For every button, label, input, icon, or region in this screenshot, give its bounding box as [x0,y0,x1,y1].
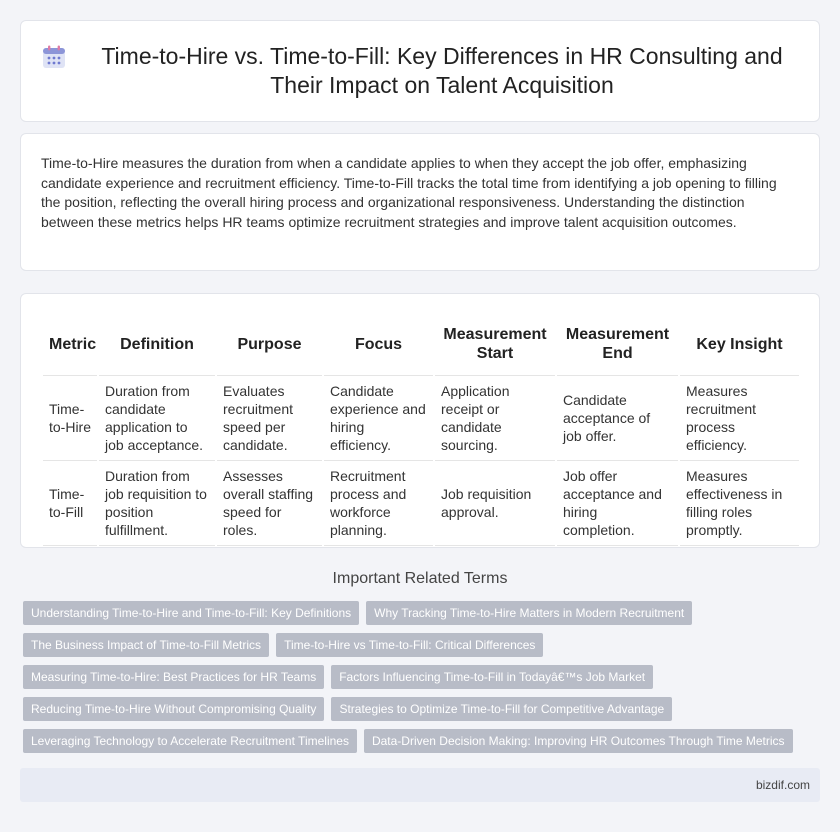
related-term-tag[interactable]: Understanding Time-to-Hire and Time-to-Fill: Key Definitions [23,601,359,625]
table-cell: Measures recruitment process efficiency. [679,375,799,460]
related-term-tag[interactable]: Why Tracking Time-to-Hire Matters in Modern Recruitment [366,601,692,625]
table-cell: Candidate acceptance of job offer. [556,375,679,460]
table-cell: Measures effectiveness in filling roles promptly. [679,460,799,545]
related-term-tag[interactable]: Time-to-Hire vs Time-to-Fill: Critical Differences [276,633,543,657]
footer [20,768,820,802]
related-terms-title: Important Related Terms [332,570,508,587]
table-cell: Job requisition approval. [434,460,556,545]
related-terms-section [20,570,820,761]
table-cell: Candidate experience and hiring efficiency. [323,375,434,460]
intro-paragraph: Time-to-Hire measures the duration from when a candidate applies to when they accept the job offer, emphasizing candidate experience and recruitment efficiency. Time-to-Fill tracks the total time from identifying a job opening to filling the position, reflecting the overall hiring process and organizational responsiveness. Understanding the distinction between these metrics helps HR teams optimize recruitment strategies and improve talent acquisition outcomes. [41,155,777,230]
related-term-tag[interactable]: Leveraging Technology to Accelerate Recruitment Timelines [23,729,357,753]
table-cell: Time-to-Fill [43,460,98,545]
page-title: Time-to-Hire vs. Time-to-Fill: Key Differences in HR Consulting and Their Impact on Talent Acquisition [101,43,783,98]
related-term-tag[interactable]: Measuring Time-to-Hire: Best Practices for HR Teams [23,665,324,689]
header-measurement-end: Measurement End [556,314,679,375]
related-term-tag[interactable]: Data-Driven Decision Making: Improving HR Outcomes Through Time Metrics [364,729,793,753]
header-measurement-start: Measurement Start [434,314,556,375]
table-cell: Application receipt or candidate sourcing. [434,375,556,460]
comparison-table-card [20,293,820,548]
related-term-tag[interactable]: The Business Impact of Time-to-Fill Metrics [23,633,269,657]
footer-site-link[interactable]: bizdif.com [755,778,810,792]
calendar-icon [41,44,67,70]
intro-card [20,133,820,271]
header-definition: Definition [98,314,216,375]
header-focus: Focus [323,314,434,375]
header-metric: Metric [43,314,98,375]
related-term-tag[interactable]: Reducing Time-to-Hire Without Compromising Quality [23,697,324,721]
header-key-insight: Key Insight [679,314,799,375]
table-row [43,460,799,545]
title-card [20,20,820,122]
related-terms-list [20,601,820,753]
table-header-row [43,314,799,375]
table-cell: Duration from job requisition to position fulfillment. [98,460,216,545]
header-purpose: Purpose [216,314,323,375]
comparison-table [43,314,799,546]
related-term-tag[interactable]: Factors Influencing Time-to-Fill in Todayâ€™s Job Market [331,665,653,689]
table-cell: Duration from candidate application to job acceptance. [98,375,216,460]
table-row [43,375,799,460]
table-cell: Time-to-Hire [43,375,98,460]
related-term-tag[interactable]: Strategies to Optimize Time-to-Fill for Competitive Advantage [331,697,672,721]
table-cell: Evaluates recruitment speed per candidate. [216,375,323,460]
table-cell: Job offer acceptance and hiring completion. [556,460,679,545]
table-cell: Recruitment process and workforce planning. [323,460,434,545]
table-cell: Assesses overall staffing speed for roles. [216,460,323,545]
